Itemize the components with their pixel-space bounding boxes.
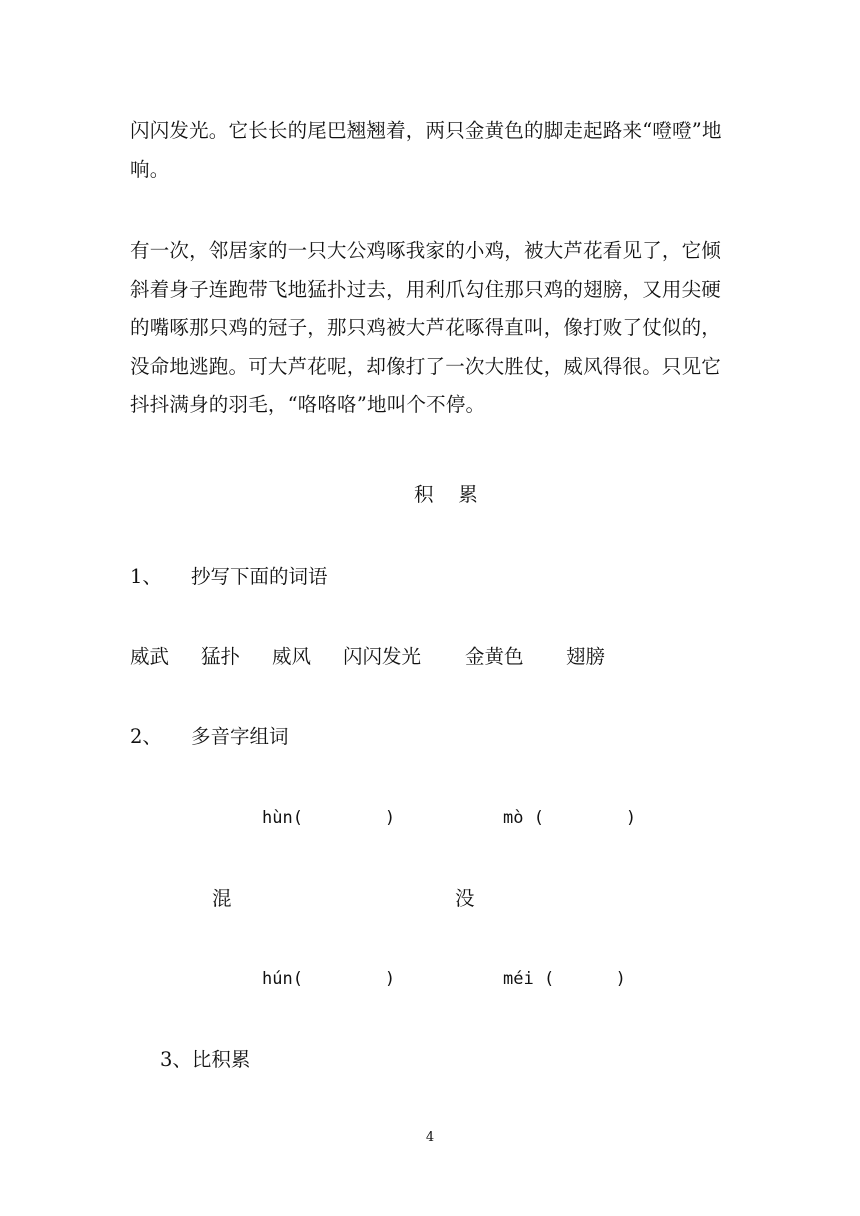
- section-heading: 积 累: [414, 483, 478, 506]
- polyphone-char-mei: 没: [455, 887, 475, 910]
- exercise-3-label: 3、比积累: [160, 1048, 251, 1071]
- word-item: 金黄色: [465, 645, 524, 668]
- exercise-2-title: 多音字组词: [191, 725, 289, 748]
- word-item: 威风: [272, 645, 312, 668]
- passage-paragraph-1: 闪闪发光。它长长的尾巴翘翘着，两只金黄色的脚走起路来“噔噔”地响。: [130, 119, 722, 181]
- exercise-1-number: 1、: [130, 565, 162, 588]
- page-number: 4: [425, 1130, 435, 1145]
- pinyin-blank-mei2[interactable]: méi ( ): [503, 969, 626, 989]
- pinyin-blank-mo4[interactable]: mò ( ): [503, 808, 637, 828]
- pinyin-blank-hun4[interactable]: hùn( ): [262, 808, 396, 828]
- polyphone-char-hun: 混: [212, 887, 232, 910]
- passage-paragraph-2: 有一次，邻居家的一只大公鸡啄我家的小鸡，被大芦花看见了，它倾斜着身子连跑带飞地猛扑过去，用利爪勾住那只鸡的翅膀，又用尖硬的嘴啄那只鸡的冠子，那只鸡被大芦花啄得直叫，像打败了仗似的，没命地逃跑。可大芦花呢，却像打了一次大胜仗，威风得很。只见它抖抖满身的羽毛，“咯咯咯”地叫个不停。: [130, 239, 722, 416]
- word-item: 翅膀: [566, 645, 606, 668]
- exercise-1-title: 抄写下面的词语: [191, 565, 328, 588]
- pinyin-blank-hun2[interactable]: hún( ): [262, 969, 396, 989]
- exercise-2-number: 2、: [130, 725, 162, 748]
- word-item: 闪闪发光: [343, 645, 422, 668]
- word-item: 猛扑: [201, 645, 241, 668]
- word-item: 威武: [130, 645, 170, 668]
